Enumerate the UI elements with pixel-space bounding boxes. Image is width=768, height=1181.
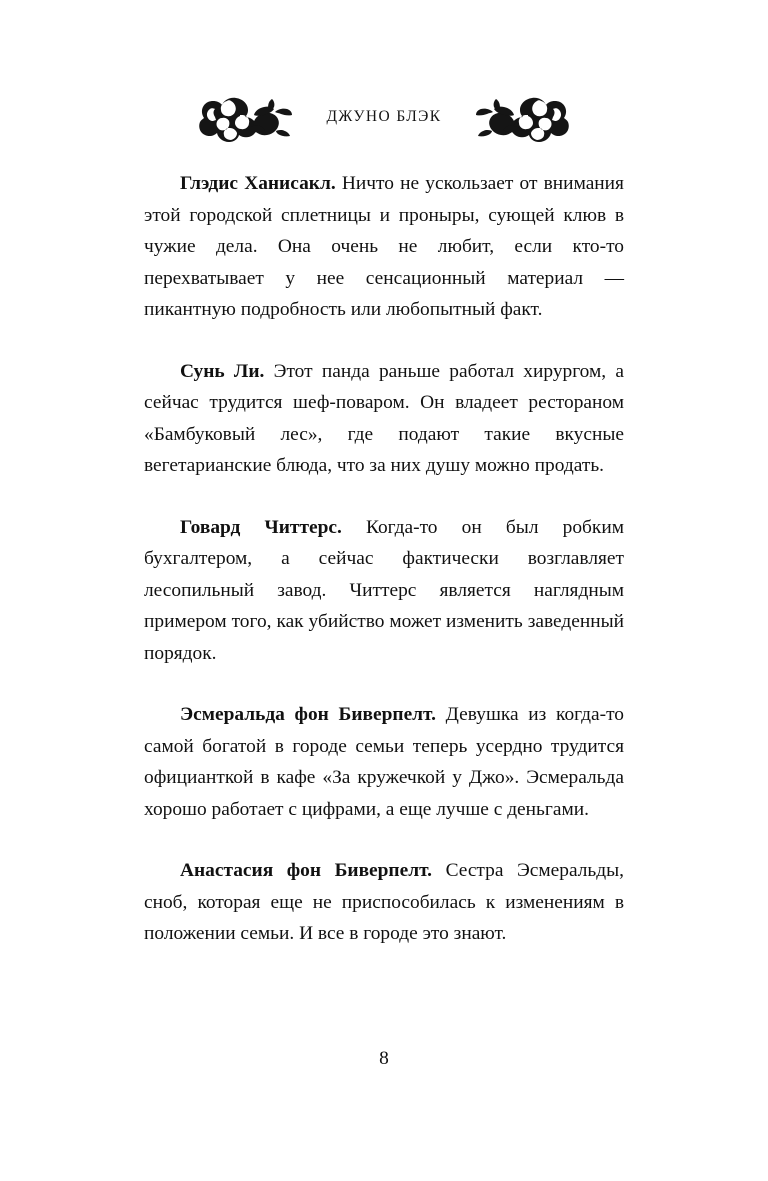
character-name: Глэдис Ханисакл. — [180, 173, 336, 194]
running-head — [0, 86, 768, 148]
character-name: Эсмеральда фон Биверпелт. — [180, 704, 436, 725]
page-number: 8 — [379, 1048, 389, 1069]
oak-leaf-acorn-ornament-left — [186, 88, 298, 146]
character-description: Ничто не ускользает от внимания этой городской сплетницы и проныры, сующей клюв в чужие дела. Она очень не любит, если кто-то перехватывает у нее сенсационный материал — пикантную подробность или любопытный факт. — [144, 173, 624, 320]
character-entry-paragraph — [144, 855, 624, 950]
character-description: Когда-то он был робким бухгалтером, а сейчас фактически возглавляет лесопильный завод. Читтерс является наглядным примером того, как убийство может изменить заведенный порядок. — [144, 516, 624, 664]
character-entry-paragraph — [144, 168, 624, 326]
body-text — [144, 168, 624, 950]
character-description: Сестра Эсмеральды, сноб, которая еще не приспособилась к изменениям в положении семьи. И все в городе это знают. — [144, 860, 625, 944]
character-entry-paragraph — [144, 356, 624, 482]
character-description: Этот панда раньше работал хирургом, а сейчас трудится шеф-поваром. Он владеет рестораном «Бамбуковый лес», где подают такие вкусные вегетарианские блюда, что за них душу можно продать. — [144, 360, 625, 476]
character-name: Анастасия фон Биверпелт. — [180, 860, 433, 881]
oak-leaf-acorn-ornament-right — [470, 88, 582, 146]
character-name: Сунь Ли. — [180, 360, 265, 382]
character-entry-paragraph — [144, 512, 624, 670]
character-description: Девушка из когда-то самой богатой в городе семьи теперь усердно трудится официанткой в кафе «За кружечкой у Джо». Эсмеральда хорошо работает с цифрами, а еще лучше с деньгами. — [144, 704, 625, 820]
running-head-title: ДЖУНО БЛЭК — [326, 108, 442, 125]
character-entry-paragraph — [144, 699, 624, 825]
character-name: Говард Читтерс. — [180, 516, 342, 538]
